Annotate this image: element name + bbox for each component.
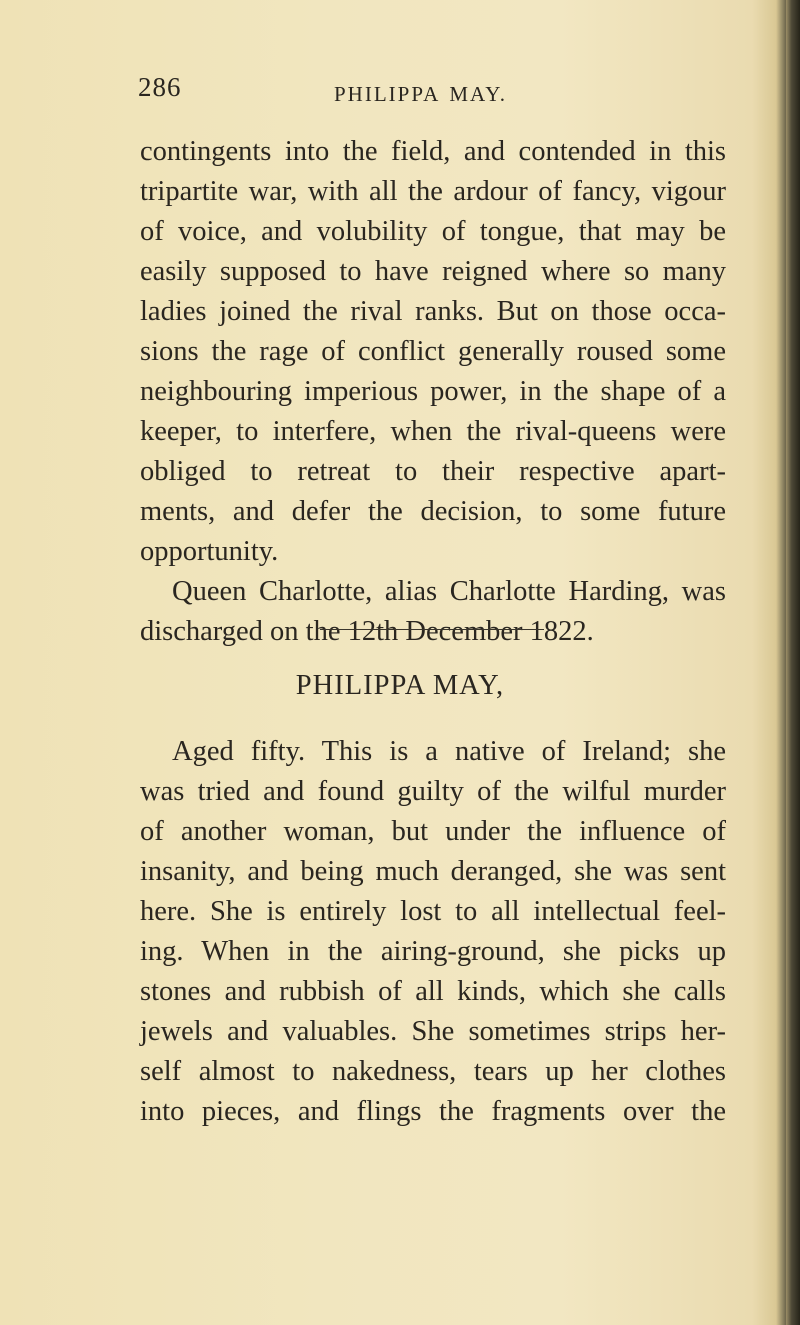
text-line: self almost to nakedness, tears up her clothes	[140, 1056, 726, 1087]
text-line: here. She is entirely lost to all intellectual feel-	[140, 896, 726, 927]
page-edge-shadow	[786, 0, 800, 1325]
running-head: PHILIPPA MAY.	[334, 82, 507, 106]
text-line: contingents into the field, and contended in this	[140, 136, 726, 167]
text-line: tripartite war, with all the ardour of fancy, vigour	[140, 176, 726, 207]
text-line: Queen Charlotte, alias Charlotte Harding, was	[172, 576, 726, 607]
text-line: ing. When in the airing-ground, she picks up	[140, 936, 726, 967]
text-line: stones and rubbish of all kinds, which she calls	[140, 976, 726, 1007]
text-line: Aged fifty. This is a native of Ireland; she	[172, 736, 726, 767]
text-line: was tried and found guilty of the wilful murder	[140, 776, 726, 807]
text-line: sions the rage of conflict generally roused some	[140, 336, 726, 367]
text-line: keeper, to interfere, when the rival-queens were	[140, 416, 726, 447]
text-line: neighbouring imperious power, in the shape of a	[140, 376, 726, 407]
text-line: easily supposed to have reigned where so many	[140, 256, 726, 287]
section-divider	[320, 629, 544, 630]
text-line: ments, and defer the decision, to some future	[140, 496, 726, 527]
text-line: opportunity.	[140, 536, 279, 567]
text-line: of voice, and volubility of tongue, that may be	[140, 216, 726, 247]
page-number: 286	[138, 72, 182, 102]
text-line: insanity, and being much deranged, she was sent	[140, 856, 726, 887]
text-line: into pieces, and flings the fragments over the	[140, 1096, 726, 1127]
text-line: ladies joined the rival ranks. But on those occa-	[140, 296, 726, 327]
text-line: obliged to retreat to their respective apart-	[140, 456, 726, 487]
text-line: jewels and valuables. She sometimes strips her-	[140, 1016, 726, 1047]
text-line: discharged on the 12th December 1822.	[140, 616, 594, 647]
section-title: PHILIPPA MAY,	[295, 670, 505, 701]
text-line: of another woman, but under the influence of	[140, 816, 726, 847]
